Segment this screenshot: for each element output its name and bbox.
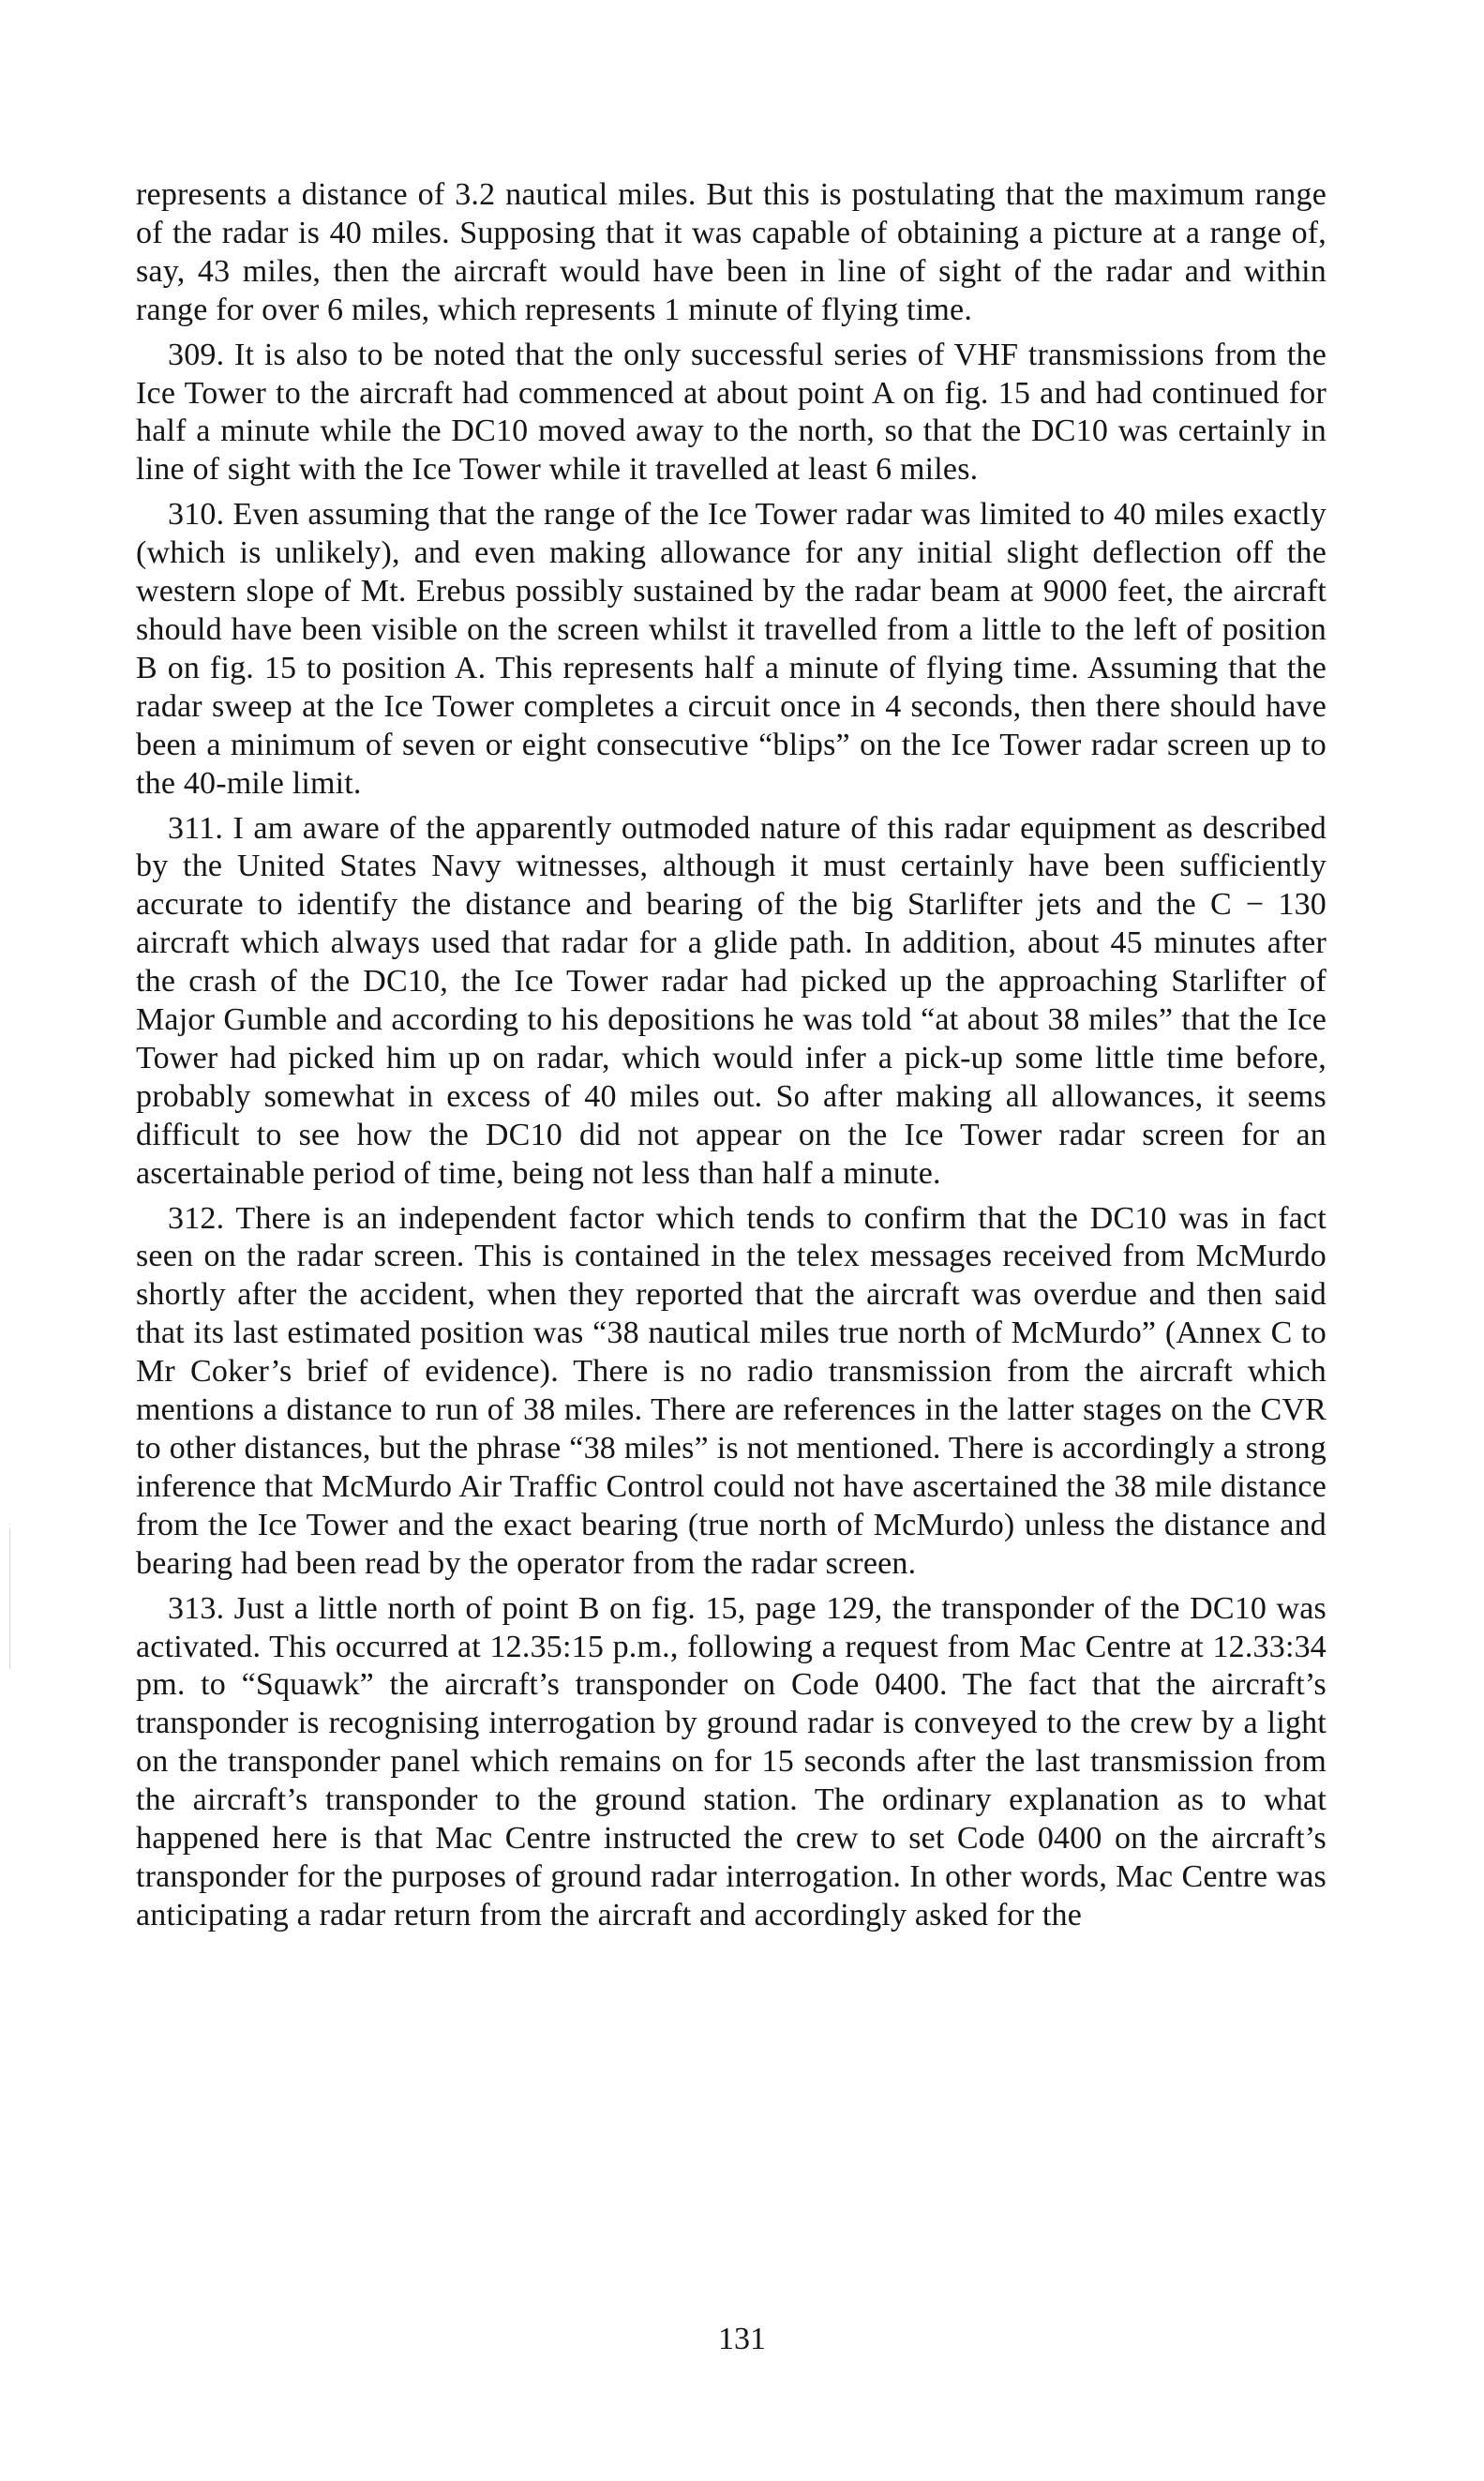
paragraph-310: 310. Even assuming that the range of the Ice Tower radar was limited to 40 miles exactly (which is unlikely), and even making allowance for any initial slight deflection off the western slope of Mt. Erebus possibly sustained by the radar beam at 9000 feet, the aircraft should have been visible on the screen whilst it travelled from a little to the left of position B on fig. 15 to position A. This represents half a minute of flying time. Assuming that the radar sweep at the Ice Tower completes a circuit once in 4 seconds, then there should have been a minimum of seven or eight consecutive “blips” on the Ice Tower radar screen up to the 40-mile limit. xyxy=(136,497,1327,801)
paragraph-311: 311. I am aware of the apparently outmoded nature of this radar equipment as described by the United States Navy witnesses, although it must certainly have been sufficiently accurate to identify the distance and bearing of the big Starlifter jets and the C − 130 aircraft which always used that radar for a glide path. In addition, about 45 minutes after the crash of the DC10, the Ice Tower radar had picked up the approaching Starlifter of Major Gumble and according to his depositions he was told “at about 38 miles” that the Ice Tower had picked him up on radar, which would infer a pick-up some little time before, probably somewhat in excess of 40 miles out. So after making all allowances, it seems difficult to see how the DC10 did not appear on the Ice Tower radar screen for an ascertainable period of time, being not less than half a minute. xyxy=(136,810,1327,1191)
page-number: 131 xyxy=(718,2322,766,2356)
paragraph-309: 309. It is also to be noted that the only successful series of VHF transmissions from the Ice Tower to the aircraft had commenced at about point A on fig. 15 and had continued for half a minute while the DC10 moved away to the north, so that the DC10 was certainly in line of sight with the Ice Tower while it travelled at least 6 miles. xyxy=(136,337,1327,488)
page-edge-mark xyxy=(9,1528,10,1669)
paragraph-continuation: represents a distance of 3.2 nautical miles. But this is postulating that the maximum range of the radar is 40 miles. Supposing that it was capable of obtaining a picture at a range of, say, 43 miles, then the aircraft would have been in line of sight of the radar and within range for over 6 miles, which represents 1 minute of flying time. xyxy=(136,177,1327,327)
paragraph-312: 312. There is an independent factor which tends to confirm that the DC10 was in fact seen on the radar screen. This is contained in the telex messages received from McMurdo shortly after the accident, when they reported that the aircraft was overdue and then said that its last estimated position was “38 nautical miles true north of McMurdo” (Annex C to Mr Coker’s brief of evidence). There is no radio transmission from the aircraft which mentions a distance to run of 38 miles. There are references in the latter stages on the CVR to other distances, but the phrase “38 miles” is not mentioned. There is accordingly a strong inference that McMurdo Air Traffic Control could not have ascertained the 38 mile distance from the Ice Tower and the exact bearing (true north of McMurdo) unless the distance and bearing had been read by the operator from the radar screen. xyxy=(136,1200,1327,1581)
body-text xyxy=(136,176,1327,1942)
paragraph-313: 313. Just a little north of point B on fig. 15, page 129, the transponder of the DC10 was activated. This occurred at 12.35:15 p.m., following a request from Mac Centre at 12.33:34 pm. to “Squawk” the aircraft’s transponder on Code 0400. The fact that the aircraft’s transponder is recognising interrogation by ground radar is conveyed to the crew by a light on the transponder panel which remains on for 15 seconds after the last transmission from the aircraft’s transponder to the ground station. The ordinary explanation as to what happened here is that Mac Centre instructed the crew to set Code 0400 on the aircraft’s transponder for the purposes of ground radar interrogation. In other words, Mac Centre was anticipating a radar return from the aircraft and accordingly asked for the xyxy=(136,1590,1327,1932)
